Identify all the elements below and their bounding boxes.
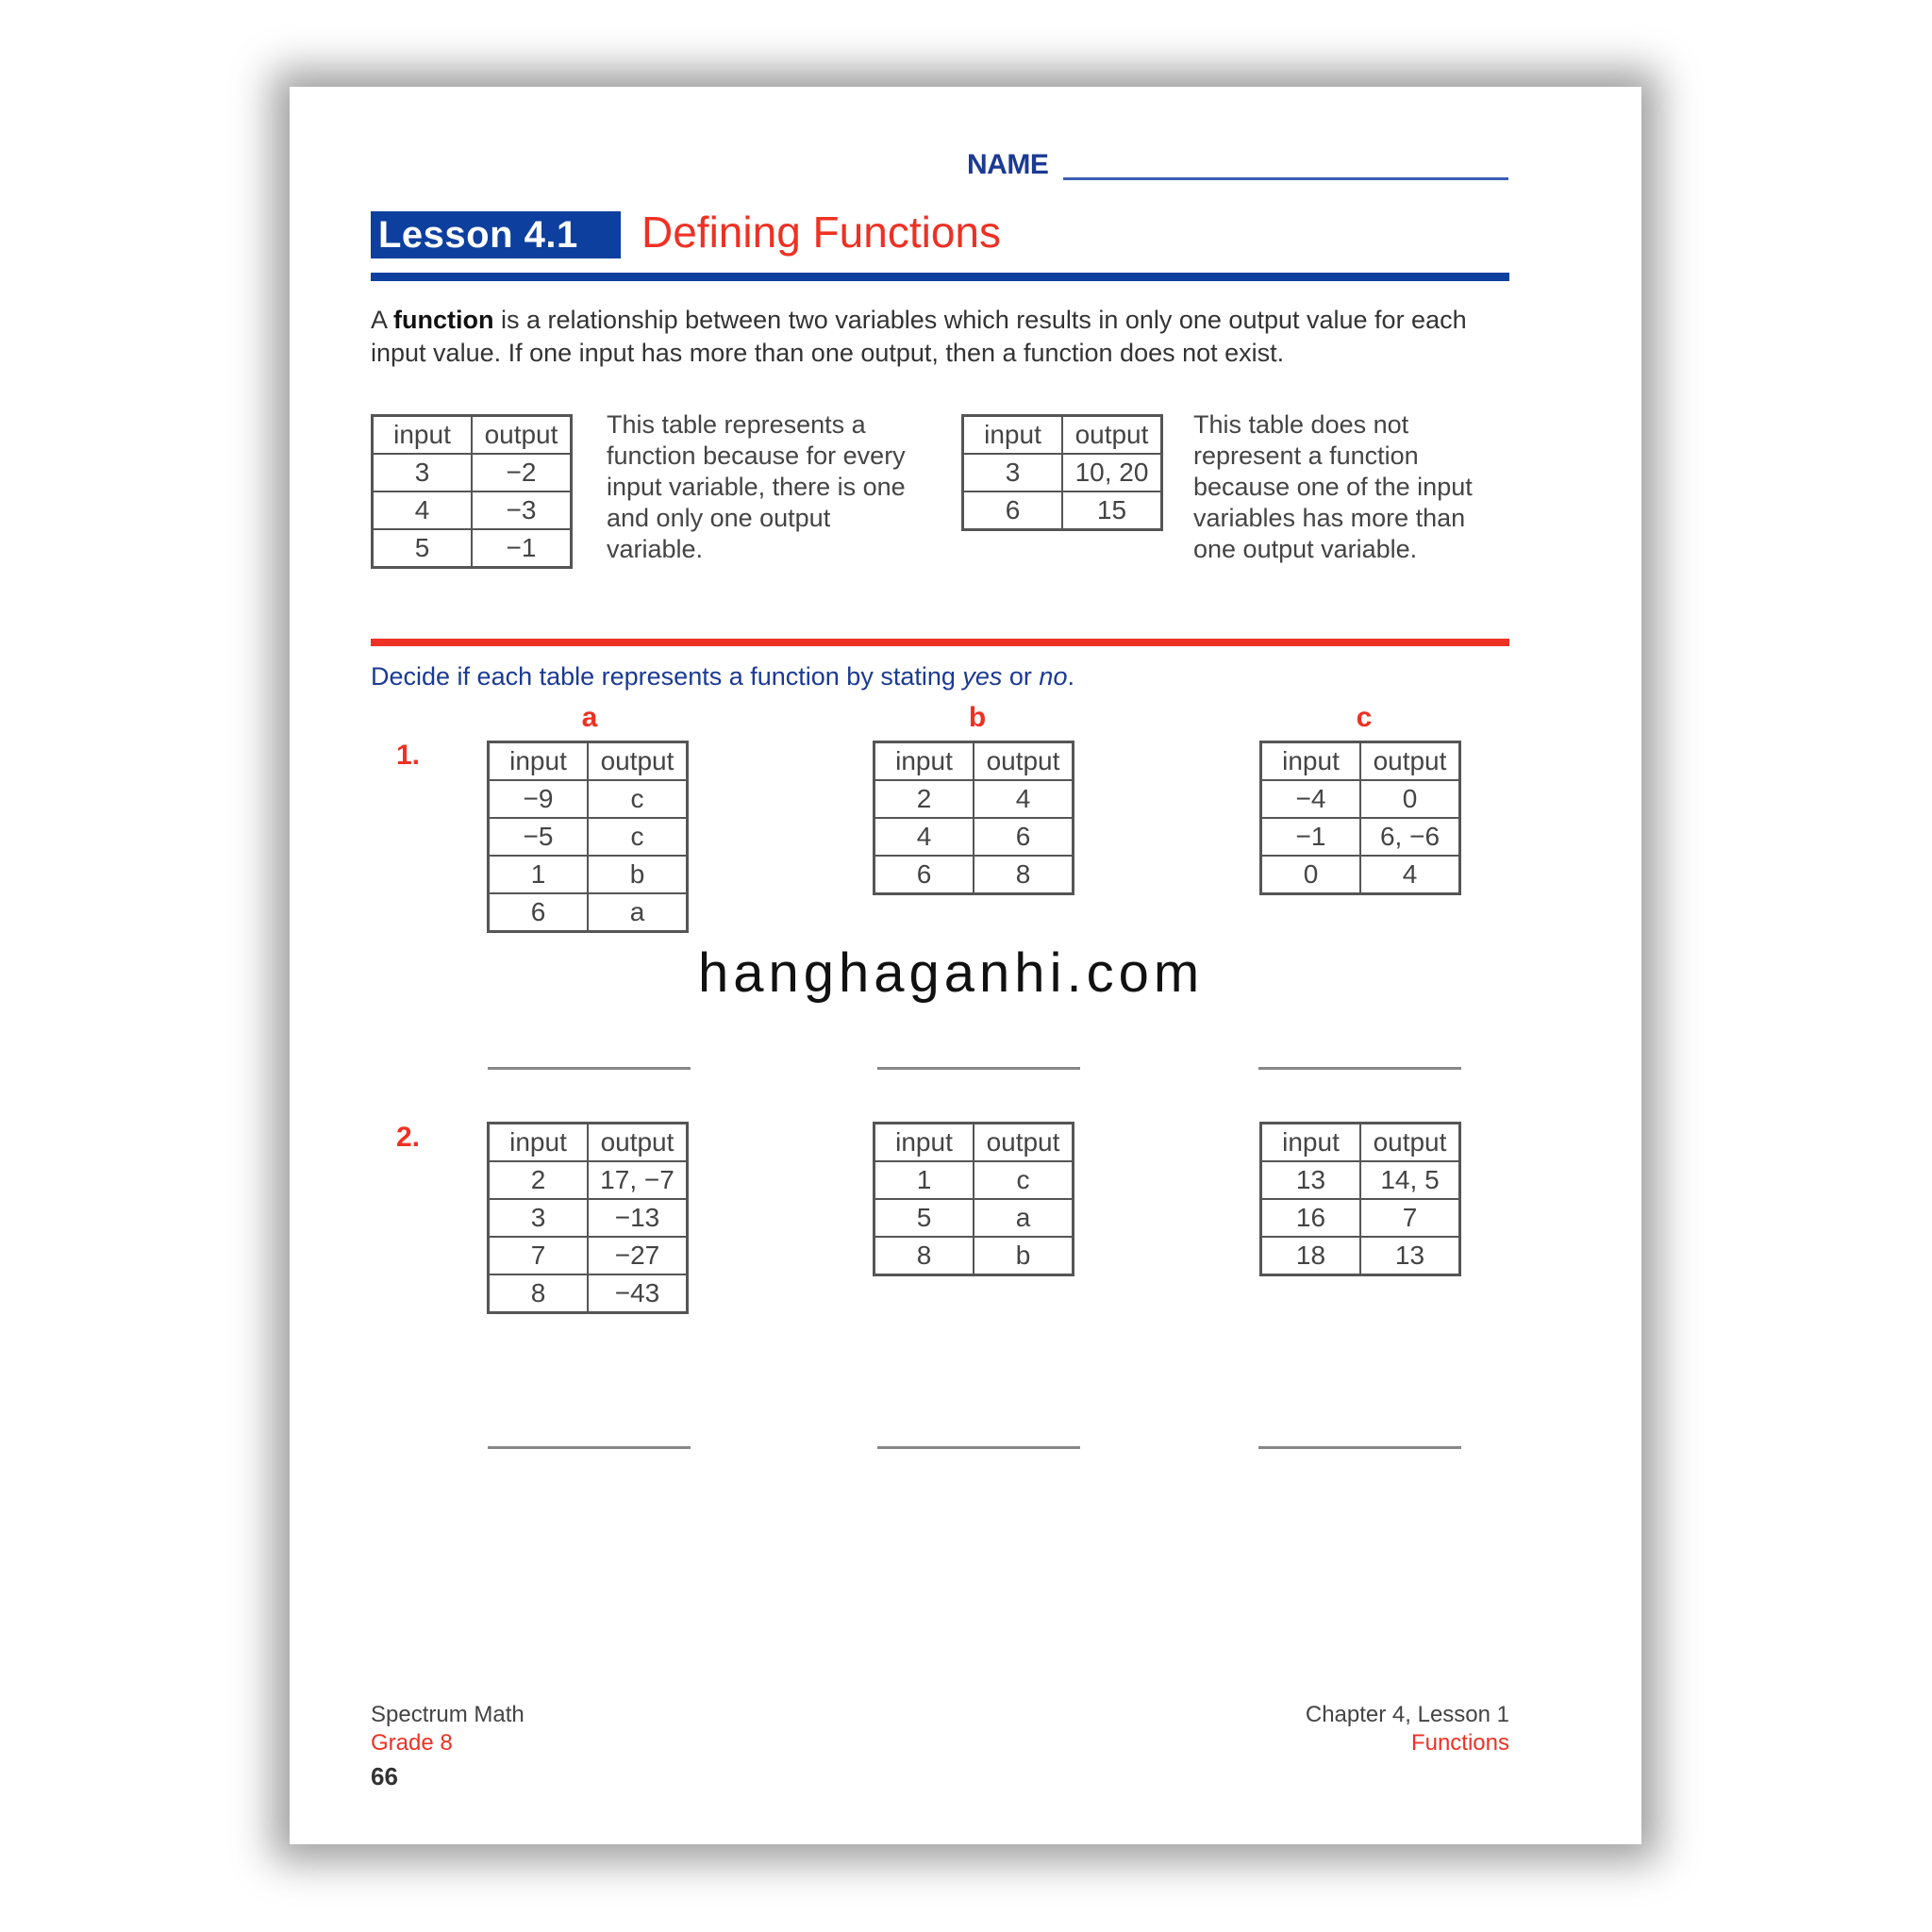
- output-cell: −2: [472, 454, 572, 491]
- answer-line-2c[interactable]: [1258, 1446, 1461, 1449]
- directions: [371, 662, 1074, 691]
- output-cell: a: [588, 893, 688, 932]
- table-row: [489, 818, 688, 856]
- footer-left: [371, 1701, 525, 1757]
- table-header-row: [489, 742, 688, 781]
- input-cell: 18: [1261, 1237, 1361, 1275]
- input-cell: 4: [373, 491, 473, 529]
- table-row: [1261, 818, 1460, 856]
- lesson-badge: Lesson 4.1: [371, 211, 621, 258]
- table-row: [963, 491, 1162, 530]
- table-header-row: [874, 742, 1074, 781]
- name-field-line[interactable]: [1063, 177, 1508, 180]
- output-cell: 4: [974, 780, 1074, 818]
- output-cell: 0: [1360, 780, 1460, 818]
- output-cell: 15: [1062, 491, 1162, 530]
- problem-2a-table: [487, 1122, 689, 1314]
- header-input: input: [373, 416, 473, 455]
- input-cell: 0: [1261, 856, 1361, 894]
- table-row: [1261, 856, 1460, 894]
- table-row: [1261, 1199, 1460, 1237]
- header-input: input: [963, 416, 1063, 455]
- table-header-row: [489, 1124, 688, 1162]
- name-label: NAME: [967, 149, 1049, 180]
- table-row: [489, 1237, 688, 1274]
- output-cell: 7: [1360, 1199, 1460, 1237]
- problem-2c-table: [1259, 1122, 1461, 1276]
- problem-number-1: 1.: [396, 740, 421, 771]
- output-cell: b: [974, 1237, 1074, 1275]
- problem-1b-table: [873, 741, 1074, 895]
- input-cell: −9: [489, 780, 589, 818]
- directions-yes: yes: [962, 662, 1003, 691]
- column-label-b: b: [968, 702, 987, 733]
- table-header-row: [1261, 742, 1460, 781]
- column-label-c: c: [1356, 702, 1373, 733]
- header-input: input: [489, 1124, 589, 1162]
- header-output: output: [588, 742, 688, 781]
- intro-term: function: [393, 306, 494, 334]
- table-row: [1261, 1161, 1460, 1199]
- output-cell: −27: [588, 1237, 688, 1274]
- table-row: [373, 529, 572, 568]
- example-table-not-function: [961, 414, 1163, 531]
- input-cell: −1: [1261, 818, 1361, 856]
- problem-1a-table: [487, 741, 689, 933]
- output-cell: 13: [1360, 1237, 1460, 1275]
- intro-rest: is a relationship between two variables which results in only one output value for each input value. If one input has more than one output, then a function does not exist.: [371, 306, 1467, 367]
- input-cell: 7: [489, 1237, 589, 1274]
- footer-series: Spectrum Math: [371, 1702, 525, 1727]
- output-cell: 14, 5: [1360, 1161, 1460, 1199]
- header-output: output: [1360, 742, 1460, 781]
- input-cell: 8: [874, 1237, 974, 1275]
- input-cell: 8: [489, 1274, 589, 1313]
- example-explanation-not-function: This table does not represent a function because one of the input variables has more than one output variable.: [1193, 410, 1473, 563]
- table-row: [373, 454, 572, 491]
- table-header-row: [874, 1124, 1074, 1162]
- output-cell: b: [588, 856, 688, 893]
- header-input: input: [1261, 742, 1361, 781]
- table-row: [1261, 1237, 1460, 1275]
- answer-line-1b[interactable]: [877, 1067, 1080, 1070]
- table-header-row: [373, 416, 572, 455]
- header-input: input: [489, 742, 589, 781]
- example-explanation-function: This table represents a function because for every input variable, there is one and only one output variable.: [607, 410, 906, 563]
- header-input: input: [1261, 1124, 1361, 1162]
- footer-topic: Functions: [1410, 1730, 1509, 1756]
- example-table-function: [371, 414, 573, 569]
- directions-or: or: [1002, 662, 1040, 691]
- answer-line-2a[interactable]: [488, 1446, 691, 1449]
- directions-text: Decide if each table represents a function by stating: [371, 662, 963, 691]
- table-row: [963, 454, 1162, 491]
- output-cell: 17, −7: [588, 1161, 688, 1199]
- header-input: input: [874, 742, 974, 781]
- header-output: output: [472, 416, 572, 455]
- input-cell: 3: [373, 454, 473, 491]
- problem-number-2: 2.: [396, 1122, 421, 1153]
- table-row: [489, 780, 688, 818]
- table-row: [489, 1199, 688, 1237]
- table-row: [874, 1161, 1074, 1199]
- answer-line-1c[interactable]: [1258, 1067, 1461, 1070]
- input-cell: −4: [1261, 780, 1361, 818]
- table-row: [874, 780, 1074, 818]
- problem-1c-table: [1259, 741, 1461, 895]
- input-cell: 6: [489, 893, 589, 932]
- table-row: [874, 818, 1074, 856]
- input-cell: 4: [874, 818, 974, 856]
- intro-prefix: A: [371, 306, 394, 334]
- output-cell: 10, 20: [1062, 454, 1162, 491]
- intro-paragraph: [371, 304, 1512, 370]
- output-cell: −43: [588, 1274, 688, 1313]
- table-header-row: [1261, 1124, 1460, 1162]
- footer-chapter: Chapter 4, Lesson 1: [1305, 1702, 1509, 1727]
- problem-2b-table: [873, 1122, 1074, 1276]
- header-output: output: [1062, 416, 1162, 455]
- directions-no: no: [1039, 662, 1068, 691]
- table-row: [874, 856, 1074, 894]
- table-row: [1261, 780, 1460, 818]
- input-cell: −5: [489, 818, 589, 856]
- watermark: hanghaganhi.com: [698, 942, 1205, 1004]
- footer-right: [1306, 1701, 1509, 1757]
- output-cell: a: [974, 1199, 1074, 1237]
- input-cell: 13: [1261, 1161, 1361, 1199]
- output-cell: c: [588, 780, 688, 818]
- header-output: output: [974, 742, 1074, 781]
- footer-grade: Grade 8: [371, 1730, 453, 1756]
- table-row: [874, 1199, 1074, 1237]
- input-cell: 2: [489, 1161, 589, 1199]
- input-cell: 5: [874, 1199, 974, 1237]
- output-cell: −3: [472, 491, 572, 529]
- input-cell: 16: [1261, 1199, 1361, 1237]
- input-cell: 1: [874, 1161, 974, 1199]
- output-cell: −1: [472, 529, 572, 568]
- input-cell: 6: [963, 491, 1063, 530]
- column-label-a: a: [581, 702, 598, 733]
- lesson-title: Defining Functions: [641, 208, 1001, 257]
- directions-end: .: [1067, 662, 1074, 691]
- header-output: output: [1360, 1124, 1460, 1162]
- table-row: [489, 1161, 688, 1199]
- page-number: 66: [371, 1762, 398, 1790]
- output-cell: 8: [974, 856, 1074, 894]
- table-row: [874, 1237, 1074, 1275]
- table-row: [489, 1274, 688, 1313]
- input-cell: 3: [963, 454, 1063, 491]
- input-cell: 1: [489, 856, 589, 893]
- table-row: [489, 893, 688, 932]
- table-header-row: [963, 416, 1162, 455]
- header-output: output: [974, 1124, 1074, 1162]
- answer-line-1a[interactable]: [488, 1067, 691, 1070]
- section-divider: [371, 639, 1509, 646]
- header-divider: [371, 273, 1509, 281]
- output-cell: 6: [974, 818, 1074, 856]
- input-cell: 3: [489, 1199, 589, 1237]
- table-row: [489, 856, 688, 893]
- table-row: [373, 491, 572, 529]
- output-cell: c: [974, 1161, 1074, 1199]
- input-cell: 5: [373, 529, 473, 568]
- output-cell: 6, −6: [1360, 818, 1460, 856]
- output-cell: 4: [1360, 856, 1460, 894]
- header-output: output: [588, 1124, 688, 1162]
- output-cell: −13: [588, 1199, 688, 1237]
- output-cell: c: [588, 818, 688, 856]
- answer-line-2b[interactable]: [877, 1446, 1080, 1449]
- input-cell: 2: [874, 780, 974, 818]
- input-cell: 6: [874, 856, 974, 894]
- header-input: input: [874, 1124, 974, 1162]
